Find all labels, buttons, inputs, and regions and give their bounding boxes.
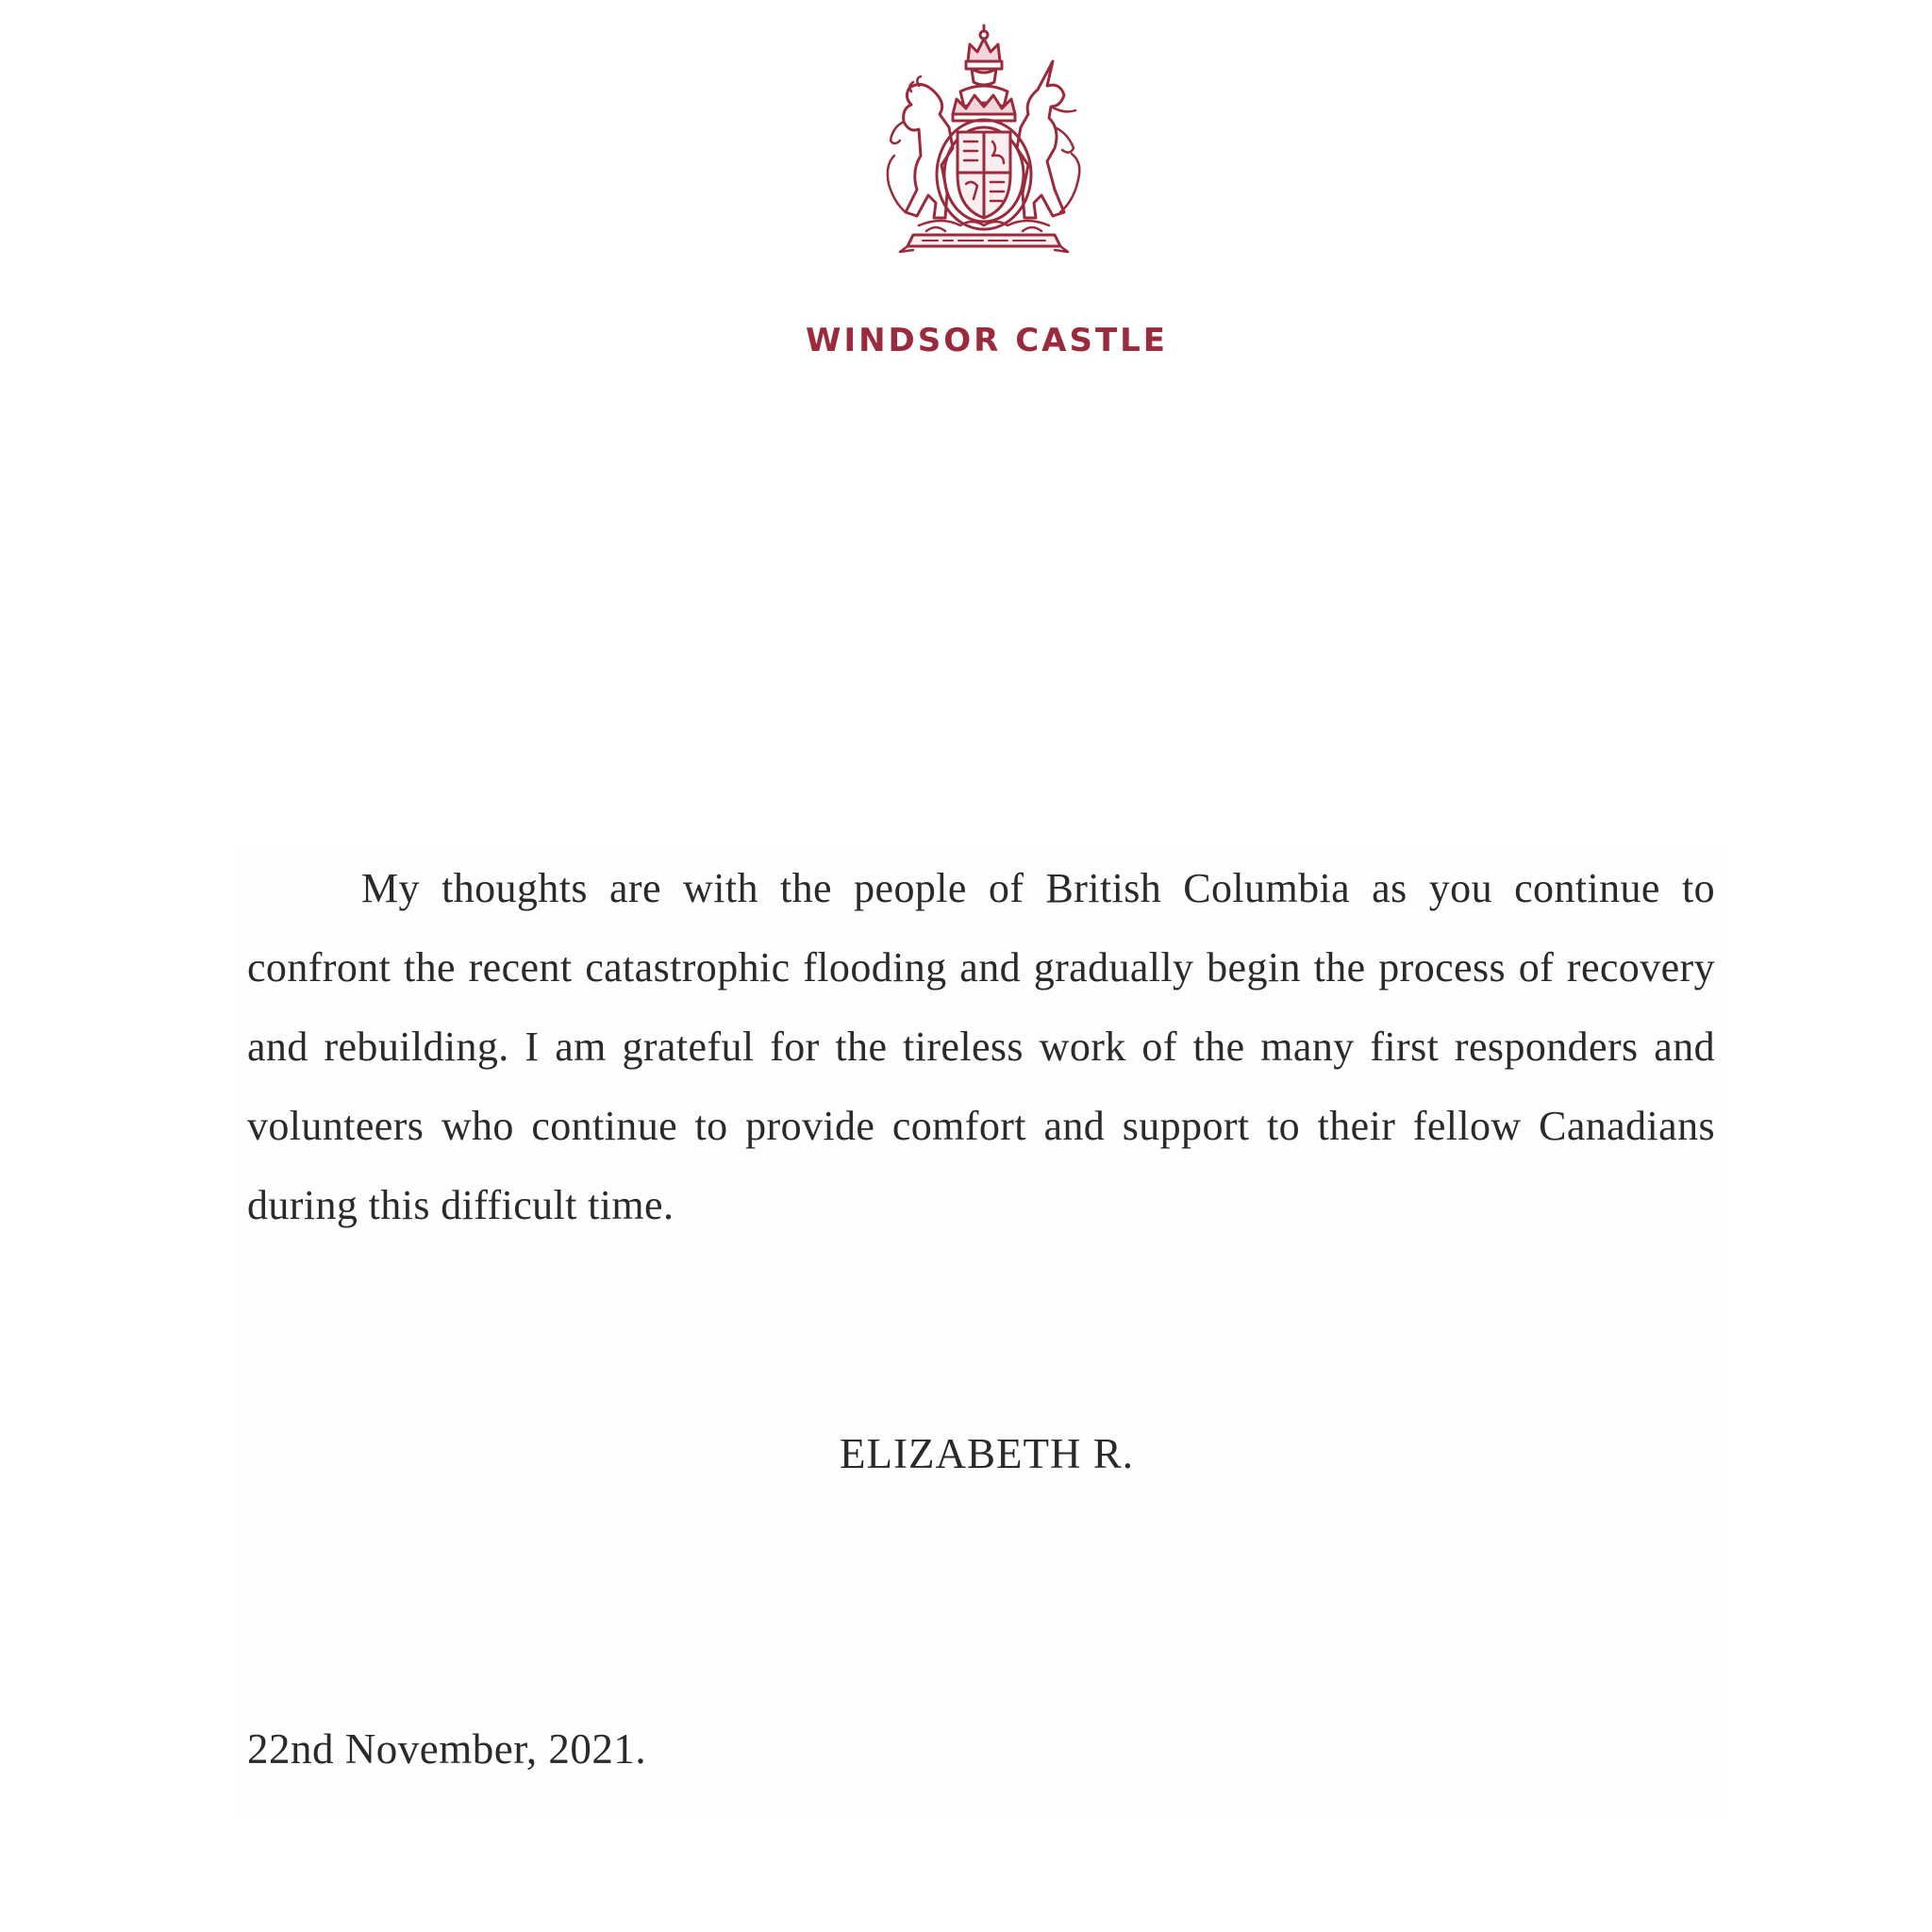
letter-date: 22nd November, 2021. [247,1725,647,1773]
signature: ELIZABETH R. [840,1430,1134,1477]
letterhead-title: WINDSOR CASTLE [805,322,1169,359]
letter-body: My thoughts are with the people of British Columbia as you continue to confront the recent catastrophic flooding and gradually begin the process of recovery and rebuilding. I am grateful for the tireless work of the many first responders and volunteers who continue to provide comfort and support to their fellow Canadians during this difficult time. [247,865,1715,1228]
royal-coat-of-arms-icon [866,24,1102,259]
